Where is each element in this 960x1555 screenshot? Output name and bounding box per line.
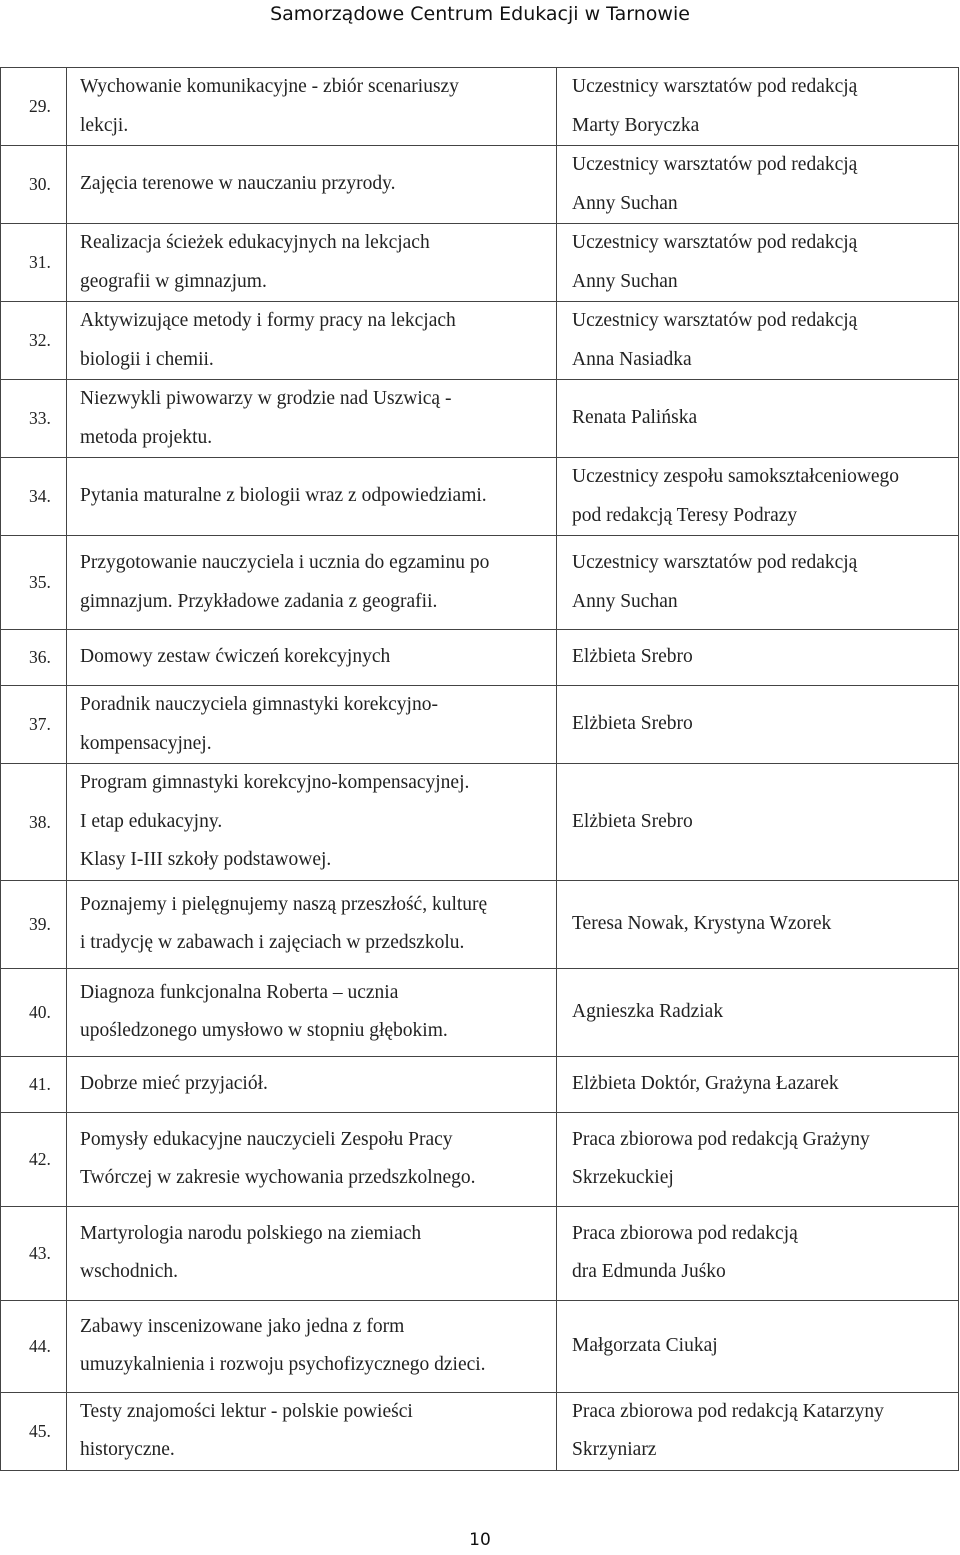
- publication-title-line: Twórczej w zakresie wychowania przedszkolnego.: [80, 1167, 476, 1188]
- publication-author: [557, 1112, 959, 1206]
- publication-title: [67, 380, 557, 458]
- publication-author-line: Skrzyniarz: [572, 1439, 657, 1460]
- row-number: 33.: [1, 380, 67, 458]
- publication-author-line: dra Edmunda Juśko: [572, 1261, 726, 1282]
- publication-title-line: biologii i chemii.: [80, 348, 214, 370]
- publication-author-line: Małgorzata Ciukaj: [572, 1334, 718, 1356]
- row-number: 44.: [1, 1300, 67, 1392]
- publication-author-line: Renata Palińska: [572, 407, 698, 429]
- publication-title-line: Poznajemy i pielęgnujemy naszą przeszłość, kulturę: [80, 893, 488, 915]
- table-row: [1, 764, 959, 881]
- publication-author-line: Anny Suchan: [572, 590, 678, 612]
- publication-author: [557, 146, 959, 224]
- publication-title: [67, 302, 557, 380]
- publication-author-line: Uczestnicy warsztatów pod redakcją: [572, 76, 858, 97]
- publication-author-line: Elżbieta Doktór, Grażyna Łazarek: [572, 1072, 839, 1094]
- publication-title-line: geografii w gimnazjum.: [80, 270, 267, 292]
- publication-author: [557, 630, 959, 686]
- publication-author: [557, 968, 959, 1056]
- row-number: 43.: [1, 1206, 67, 1300]
- publication-author-line: Anny Suchan: [572, 270, 678, 292]
- publication-title-line: Aktywizujące metody i formy pracy na lekcjach: [80, 310, 456, 331]
- publication-title-line: Wychowanie komunikacyjne - zbiór scenariuszy: [80, 76, 459, 97]
- publication-author-line: Praca zbiorowa pod redakcją Katarzyny: [572, 1400, 884, 1422]
- publication-author: [557, 764, 959, 881]
- publication-author-line: Teresa Nowak, Krystyna Wzorek: [572, 912, 832, 934]
- page-number: 10: [469, 1530, 491, 1550]
- row-number: 42.: [1, 1112, 67, 1206]
- publication-author: [557, 686, 959, 764]
- publication-author-line: Elżbieta Srebro: [572, 646, 693, 668]
- table-row: [1, 1206, 959, 1300]
- publication-title-line: umuzykalnienia i rozwoju psychofizycznego dzieci.: [80, 1354, 486, 1375]
- publication-title-line: upośledzonego umysłowo w stopniu głębokim.: [80, 1020, 448, 1041]
- publication-author-line: Uczestnicy warsztatów pod redakcją: [572, 232, 858, 253]
- publication-author: [557, 302, 959, 380]
- publication-title-line: Przygotowanie nauczyciela i ucznia do egzaminu po: [80, 552, 490, 573]
- table-row: [1, 1300, 959, 1392]
- publication-title-line: Klasy I-III szkoły podstawowej.: [80, 849, 332, 870]
- publication-author-line: Elżbieta Srebro: [572, 810, 693, 832]
- table-row: [1, 1112, 959, 1206]
- row-number: 38.: [1, 764, 67, 881]
- publication-title: [67, 1392, 557, 1470]
- publication-title-line: wschodnich.: [80, 1261, 179, 1282]
- publication-author: [557, 1300, 959, 1392]
- publication-title-line: i tradycję w zabawach i zajęciach w przedszkolu.: [80, 932, 465, 953]
- publication-title-line: I etap edukacyjny.: [80, 810, 223, 832]
- publication-author: [557, 1392, 959, 1470]
- publication-author: [557, 68, 959, 146]
- publication-author-line: Uczestnicy warsztatów pod redakcją: [572, 310, 858, 331]
- row-number: 40.: [1, 968, 67, 1056]
- publication-title: [67, 1112, 557, 1206]
- publication-author-line: Uczestnicy warsztatów pod redakcją: [572, 154, 858, 175]
- row-number: 36.: [1, 630, 67, 686]
- table-row: [1, 536, 959, 630]
- publication-title-line: Martyrologia narodu polskiego na ziemiach: [80, 1222, 422, 1244]
- publications-table-body: [1, 68, 959, 1471]
- publication-author-line: Praca zbiorowa pod redakcją Grażyny: [572, 1128, 870, 1150]
- row-number: 31.: [1, 224, 67, 302]
- publication-title: [67, 224, 557, 302]
- page-header: Samorządowe Centrum Edukacji w Tarnowie: [270, 3, 690, 25]
- table-row: [1, 302, 959, 380]
- table-row: [1, 380, 959, 458]
- table-row: [1, 630, 959, 686]
- table-row: [1, 458, 959, 536]
- publication-author-line: Marty Boryczka: [572, 114, 700, 136]
- publication-author-line: Uczestnicy warsztatów pod redakcją: [572, 552, 858, 573]
- publication-title-line: Realizacja ścieżek edukacyjnych na lekcjach: [80, 232, 430, 253]
- publication-title: [67, 686, 557, 764]
- publication-title-line: metoda projektu.: [80, 426, 213, 448]
- publication-title-line: Poradnik nauczyciela gimnastyki korekcyjno-: [80, 694, 438, 715]
- table-row: [1, 224, 959, 302]
- publication-title: [67, 146, 557, 224]
- publication-title: [67, 764, 557, 881]
- table-row: [1, 686, 959, 764]
- publication-title-line: Niezwykli piwowarzy w grodzie nad Uszwicą -: [80, 388, 452, 409]
- publication-title: [67, 1206, 557, 1300]
- publication-title-line: lekcji.: [80, 114, 129, 136]
- publication-title: [67, 880, 557, 968]
- publication-author-line: pod redakcją Teresy Podrazy: [572, 504, 798, 526]
- publication-author-line: Anna Nasiadka: [572, 348, 692, 370]
- table-row: [1, 68, 959, 146]
- table-row: [1, 146, 959, 224]
- publication-title: [67, 630, 557, 686]
- row-number: 30.: [1, 146, 67, 224]
- publication-title-line: historyczne.: [80, 1439, 175, 1460]
- publication-title: [67, 68, 557, 146]
- publication-title-line: Program gimnastyki korekcyjno-kompensacyjnej.: [80, 772, 470, 793]
- row-number: 35.: [1, 536, 67, 630]
- row-number: 32.: [1, 302, 67, 380]
- publication-title: [67, 968, 557, 1056]
- table-row: [1, 1056, 959, 1112]
- row-number: 39.: [1, 880, 67, 968]
- publication-title-line: gimnazjum. Przykładowe zadania z geografii.: [80, 590, 438, 612]
- publication-title-line: Domowy zestaw ćwiczeń korekcyjnych: [80, 646, 391, 668]
- table-row: [1, 1392, 959, 1470]
- publication-author-line: Praca zbiorowa pod redakcją: [572, 1222, 798, 1244]
- publication-title: [67, 1056, 557, 1112]
- row-number: 37.: [1, 686, 67, 764]
- publication-author: [557, 880, 959, 968]
- publication-title: [67, 536, 557, 630]
- table-row: [1, 880, 959, 968]
- publication-title: [67, 458, 557, 536]
- publication-author: [557, 536, 959, 630]
- publication-title-line: Pytania maturalne z biologii wraz z odpowiedziami.: [80, 485, 487, 507]
- publication-title-line: Testy znajomości lektur - polskie powieści: [80, 1400, 413, 1422]
- row-number: 29.: [1, 68, 67, 146]
- row-number: 45.: [1, 1392, 67, 1470]
- table-row: [1, 968, 959, 1056]
- publications-table: [0, 67, 959, 1471]
- publication-title: [67, 1300, 557, 1392]
- publication-title-line: kompensacyjnej.: [80, 732, 212, 754]
- publication-author-line: Elżbieta Srebro: [572, 713, 693, 735]
- publication-title-line: Dobrze mieć przyjaciół.: [80, 1072, 268, 1094]
- publication-title-line: Zabawy inscenizowane jako jedna z form: [80, 1315, 405, 1337]
- row-number: 34.: [1, 458, 67, 536]
- publication-title-line: Diagnoza funkcjonalna Roberta – ucznia: [80, 981, 399, 1003]
- row-number: 41.: [1, 1056, 67, 1112]
- publication-author: [557, 380, 959, 458]
- publication-author-line: Agnieszka Radziak: [572, 1000, 724, 1022]
- publication-title-line: Pomysły edukacyjne nauczycieli Zespołu Pracy: [80, 1128, 453, 1150]
- publication-author: [557, 458, 959, 536]
- publication-author-line: Anny Suchan: [572, 192, 678, 214]
- publication-author-line: Skrzekuckiej: [572, 1167, 674, 1188]
- publication-author-line: Uczestnicy zespołu samokształceniowego: [572, 466, 900, 487]
- publication-author: [557, 1056, 959, 1112]
- publication-author: [557, 224, 959, 302]
- publication-author: [557, 1206, 959, 1300]
- publication-title-line: Zajęcia terenowe w nauczaniu przyrody.: [80, 173, 396, 195]
